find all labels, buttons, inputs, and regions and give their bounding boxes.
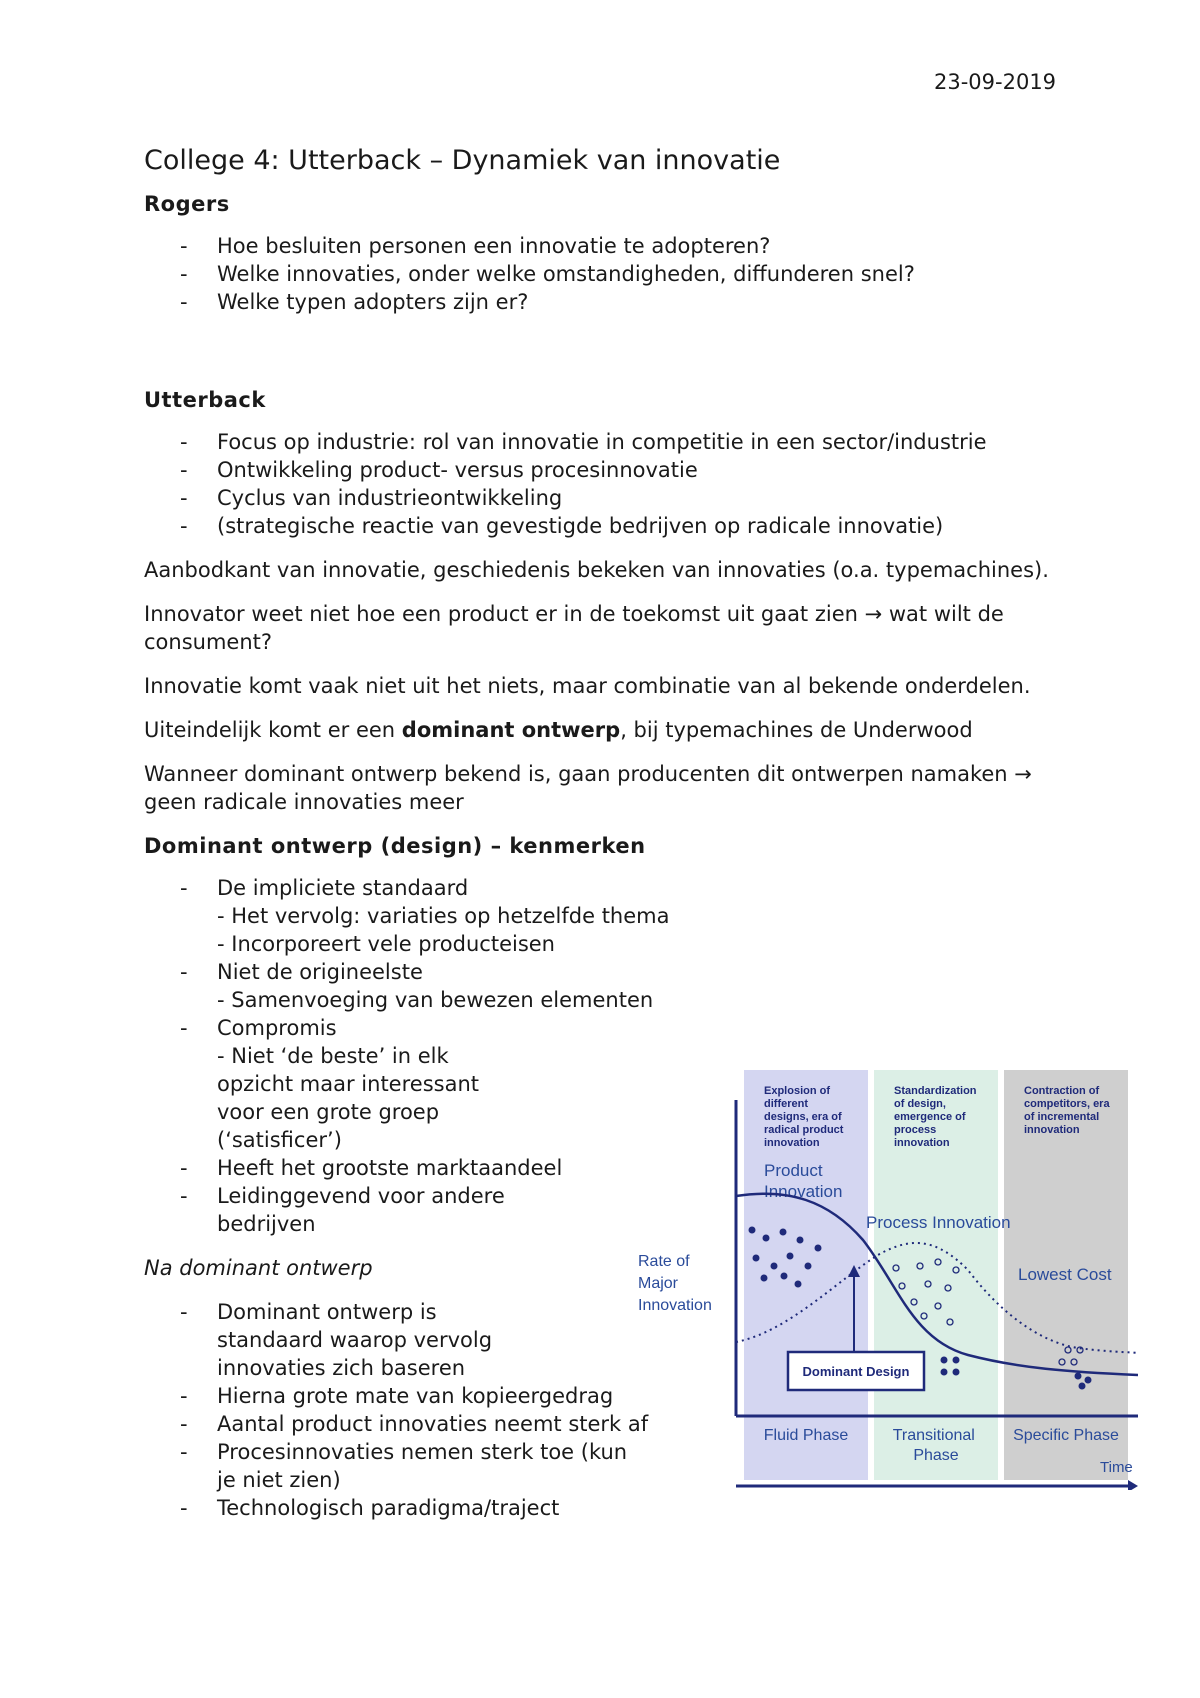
- list-item: - Heeft het grootste marktaandeel: [144, 1154, 704, 1182]
- paragraph-dominant-ontwerp: [144, 716, 1074, 744]
- desc-line: innovation: [894, 1137, 950, 1149]
- list-item-text: - Compromis: [217, 1016, 337, 1040]
- process-innovation-label: Process Innovation: [866, 1213, 1011, 1232]
- section-heading-dominant: Dominant ontwerp (design) – kenmerken: [144, 834, 646, 858]
- label-line: Rate of: [638, 1253, 690, 1270]
- list-item: - Technologisch paradigma/traject: [144, 1494, 1074, 1522]
- text-span: , bij typemachines de Underwood: [620, 718, 973, 742]
- paragraph-innovator: Innovator weet niet hoe een product er in de toekomst uit gaat zien → wat wilt de consument?: [144, 602, 1004, 654]
- desc-line: radical product: [764, 1124, 844, 1136]
- dominant-design-label: Dominant Design: [802, 1364, 910, 1379]
- subheading-na-dominant: Na dominant ontwerp: [144, 1256, 373, 1280]
- bold-term: dominant ontwerp: [401, 718, 621, 742]
- list-subitem: - Niet ‘de beste’ in elk opzicht maar interessant voor een grote groep (‘satisficer’): [217, 1044, 479, 1152]
- dominant-list: [144, 874, 704, 1238]
- innovation-dynamics-figure: [638, 1070, 1138, 1490]
- desc-line: innovation: [1024, 1124, 1080, 1136]
- list-item: - Focus op industrie: rol van innovatie in competitie in een sector/industrie: [144, 428, 1074, 456]
- document-date: 23-09-2019: [934, 70, 1057, 94]
- paragraph-aanbodkant: Aanbodkant van innovatie, geschiedenis bekeken van innovaties (o.a. typemachines).: [144, 558, 1049, 582]
- list-item: - Ontwikkeling product- versus procesinnovatie: [144, 456, 1074, 484]
- x-axis-arrow-icon: [1128, 1480, 1138, 1490]
- desc-line: competitors, era: [1024, 1098, 1110, 1110]
- desc-line: innovation: [764, 1137, 820, 1149]
- label-line: Product: [764, 1161, 823, 1180]
- desc-line: process: [894, 1124, 937, 1136]
- lowest-cost-label: Lowest Cost: [1018, 1265, 1112, 1284]
- list-item: - Leidinggevend voor andere bedrijven: [144, 1182, 517, 1238]
- specific-phase-label: Specific Phase: [1013, 1427, 1119, 1444]
- desc-line: designs, era of: [764, 1111, 842, 1123]
- fluid-phase-label: Fluid Phase: [763, 1427, 849, 1444]
- list-item-text: - De impliciete standaard: [217, 876, 469, 900]
- list-item-text: - Niet de origineelste: [217, 960, 423, 984]
- label-line: Major: [638, 1275, 679, 1292]
- desc-line: Contraction of: [1024, 1085, 1100, 1097]
- paragraph-namaken: Wanneer dominant ontwerp bekend is, gaan producenten dit ontwerpen namaken → geen radicale innovaties meer: [144, 762, 1032, 814]
- diagram-svg: [638, 1070, 1138, 1490]
- label-line: Innovation: [638, 1297, 712, 1314]
- list-item: - Aantal product innovaties neemt sterk af: [144, 1410, 1074, 1438]
- list-item: [144, 958, 704, 1014]
- list-item: - Hierna grote mate van kopieergedrag: [144, 1382, 1074, 1410]
- label-line: Phase: [913, 1447, 959, 1464]
- list-item: - Cyclus van industrieontwikkeling: [144, 484, 1074, 512]
- desc-line: emergence of: [894, 1111, 966, 1123]
- list-subitem: - Samenvoeging van bewezen elementen: [217, 988, 654, 1012]
- list-subitem: - Incorporeert vele producteisen: [217, 932, 555, 956]
- desc-line: Explosion of: [764, 1085, 830, 1097]
- list-item: - Dominant ontwerp is standaard waarop vervolg innovaties zich baseren: [144, 1298, 547, 1382]
- desc-line: of incremental: [1024, 1111, 1100, 1123]
- text-span: Uiteindelijk komt er een: [144, 718, 402, 742]
- list-item: - Welke typen adopters zijn er?: [144, 288, 1074, 316]
- rogers-list: [144, 232, 1074, 316]
- label-line: Transitional: [892, 1427, 975, 1444]
- section-heading-utterback: Utterback: [144, 388, 266, 412]
- section-heading-rogers: Rogers: [144, 192, 230, 216]
- y-axis-label: [638, 1253, 712, 1314]
- list-item: [144, 1014, 517, 1154]
- label-line: Innovation: [764, 1182, 843, 1201]
- desc-line: of design,: [894, 1098, 946, 1110]
- list-item: - (strategische reactie van gevestigde bedrijven op radicale innovatie): [144, 512, 1074, 540]
- desc-line: Standardization: [894, 1085, 977, 1097]
- desc-line: different: [764, 1098, 808, 1110]
- list-item: [144, 874, 704, 958]
- list-item: - Procesinnovaties nemen sterk toe (kun je niet zien): [144, 1438, 647, 1494]
- time-axis-label: Time: [1100, 1459, 1133, 1476]
- list-subitem: - Het vervolg: variaties op hetzelfde thema: [217, 904, 670, 928]
- list-item: - Hoe besluiten personen een innovatie te adopteren?: [144, 232, 1074, 260]
- page-title: College 4: Utterback – Dynamiek van innovatie: [144, 145, 781, 176]
- paragraph-combinatie: Innovatie komt vaak niet uit het niets, maar combinatie van al bekende onderdelen.: [144, 674, 1031, 698]
- utterback-list: [144, 428, 1074, 540]
- list-item: - Welke innovaties, onder welke omstandigheden, diffunderen snel?: [144, 260, 1074, 288]
